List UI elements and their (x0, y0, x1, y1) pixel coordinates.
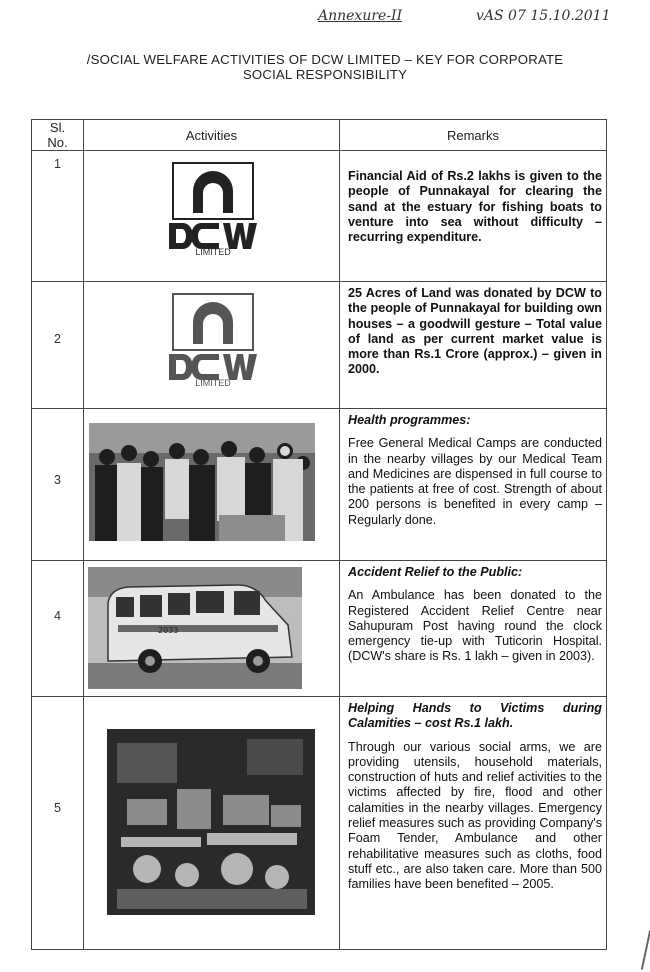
remarks-heading: Accident Relief to the Public: (348, 565, 523, 579)
row-serial (32, 282, 84, 409)
header-remarks: Remarks (340, 120, 607, 151)
serial-number: 3 (54, 473, 61, 487)
table-row (32, 409, 607, 561)
row-serial (32, 561, 84, 697)
ambulance-photo (88, 567, 302, 689)
remarks-cell (340, 409, 607, 561)
remarks-text: Financial Aid of Rs.2 lakhs is given to the people of Punnakayal for clearing the sand at the estuary for fishing boats to venture into sea without difficulty – recurring expenditure. (348, 169, 602, 245)
serial-number: 5 (54, 801, 61, 815)
table-row (32, 561, 607, 697)
relief-materials-photo (107, 729, 315, 915)
serial-number: 1 (54, 157, 61, 171)
remarks-cell (340, 697, 607, 950)
scan-edge-mark (641, 930, 650, 970)
remarks-text: Free General Medical Camps are conducted in the nearby villages by our Medical Team and Medicines are dispensed in full course to the patients at free of cost. Strength of about 200 persons is benefited in every camp – Regularly done. (348, 436, 602, 527)
remarks-cell (340, 282, 607, 409)
row-serial (32, 409, 84, 561)
serial-number: 4 (54, 609, 61, 623)
header-activities: Activities (84, 120, 340, 151)
logo-subtitle: LIMITED (195, 247, 231, 257)
remarks-cell (340, 561, 607, 697)
remarks-text: 25 Acres of Land was donated by DCW to the people of Punnakayal for building own houses – a goodwill gesture – Total value of land as per current market value is more than Rs.1 Crore (approx.) – given in 2000. (348, 286, 602, 377)
header-sl-text: Sl. (49, 120, 66, 135)
table-row (32, 697, 607, 950)
row-serial (32, 151, 84, 282)
remarks-heading: Helping Hands to Victims during Calamities – cost Rs.1 lakh. (348, 701, 602, 731)
dcw-logo (167, 161, 259, 257)
handwritten-annexure-note: Annexure-II (318, 8, 403, 24)
serial-number: 2 (54, 332, 61, 346)
document-title (40, 52, 610, 82)
medical-camp-photo (89, 423, 315, 541)
table-row (32, 282, 607, 409)
table-header-row (32, 120, 607, 151)
remarks-text: Through our various social arms, we are providing utensils, household materials, construction of huts and relief activities to the victims affected by fire, flood and other calamities in the nearby villages. Emergency relief measures such as providing Company's Foam Tender, Ambulance and other rehabilitative measures such as cloths, food stuff etc., are also taken care. More than 500 families have been benefited – 2005. (348, 739, 602, 892)
remarks-heading: Health programmes: (348, 413, 471, 427)
activity-cell (84, 561, 340, 697)
remarks-text: An Ambulance has been donated to the Registered Accident Relief Centre near Sahupuram Post having round the clock emergency tie-up with Tuticorin Hospital. (DCW's share is Rs. 1 lakh – given in 2003). (348, 588, 602, 664)
activity-cell (84, 409, 340, 561)
header-no-text: No. (47, 135, 68, 150)
activity-cell (84, 697, 340, 950)
svg-text:2033: 2033 (158, 626, 179, 635)
row-serial (32, 697, 84, 950)
title-line-1: /SOCIAL WELFARE ACTIVITIES OF DCW LIMITED – KEY FOR CORPORATE (86, 52, 564, 67)
dcw-logo (167, 292, 259, 388)
handwritten-reference-note: vAS 07 15.10.2011 (476, 8, 611, 24)
activity-cell (84, 282, 340, 409)
table-row (32, 151, 607, 282)
logo-subtitle: LIMITED (195, 378, 231, 388)
title-line-2: SOCIAL RESPONSIBILITY (242, 67, 408, 82)
activity-cell (84, 151, 340, 282)
header-sl-no (32, 120, 84, 151)
activities-table (31, 119, 607, 950)
remarks-cell (340, 151, 607, 282)
